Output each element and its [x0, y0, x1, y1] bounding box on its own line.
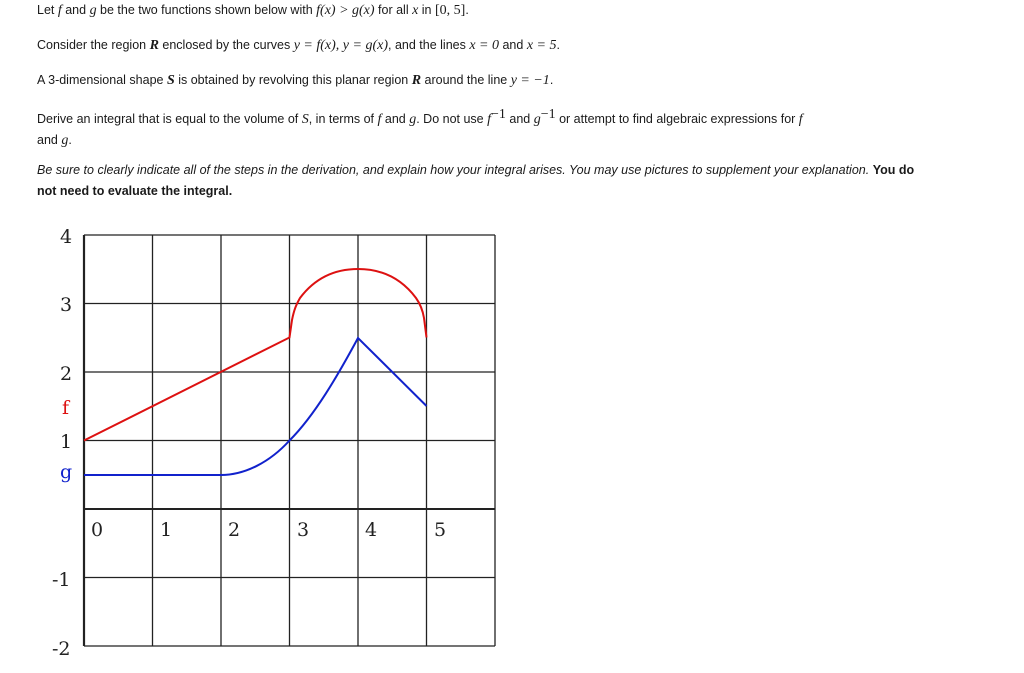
math-x5: x = 5: [526, 38, 557, 53]
x-tick-0: 0: [91, 519, 104, 541]
y-tick-3: 3: [60, 294, 73, 316]
legend-f: f: [62, 397, 70, 419]
x-tick-4: 4: [365, 519, 378, 541]
text: and: [61, 3, 90, 17]
math-f: f: [377, 112, 382, 128]
math-curves: y = f(x), y = g(x): [293, 38, 389, 53]
text: .: [68, 133, 72, 148]
x-tick-2: 2: [228, 519, 241, 541]
math-g: g: [61, 133, 69, 149]
text: be the two functions shown below with: [96, 3, 317, 17]
math-axis: y = −1: [510, 73, 550, 88]
text: or attempt to find algebraic expressions for: [555, 112, 799, 127]
math-g: g: [409, 112, 417, 128]
math-f-inverse: f: [487, 112, 491, 128]
text: Consider the region: [37, 38, 150, 52]
math-x0: x = 0: [469, 38, 499, 53]
text: . Do not use: [416, 112, 488, 127]
text: enclosed by the curves: [158, 38, 294, 52]
math-f: f: [798, 112, 803, 128]
text: and: [499, 38, 527, 52]
math-g-inverse: g: [533, 112, 541, 128]
text: and: [381, 112, 410, 127]
function-graph: [0, 215, 520, 673]
x-tick-1: 1: [160, 519, 173, 541]
text: , and the lines: [388, 38, 470, 52]
text: .: [556, 38, 560, 52]
math-f: f: [57, 3, 62, 18]
legend-g: g: [60, 461, 73, 483]
math-S: S: [301, 112, 309, 128]
math-g: g: [89, 3, 97, 18]
text: and: [505, 112, 534, 127]
text: , in terms of: [308, 112, 378, 127]
text: in: [418, 3, 435, 17]
x-axis-labels: [91, 519, 446, 541]
problem-line-3: [37, 70, 553, 91]
problem-line-4: [37, 104, 917, 151]
instructions: [37, 160, 917, 202]
problem-line-1: [37, 0, 469, 21]
text: around the line: [421, 73, 511, 87]
x-tick-5: 5: [434, 519, 447, 541]
math-x: x: [412, 3, 419, 18]
y-tick-4: 4: [60, 226, 73, 248]
instructions-bold: You do not need to evaluate the integral.: [37, 163, 915, 198]
superscript: −1: [540, 107, 556, 122]
curve-g: [84, 338, 427, 475]
y-tick-1: 1: [60, 431, 73, 453]
superscript: −1: [490, 107, 506, 122]
math-R: R: [149, 38, 159, 53]
problem-line-2: [37, 35, 560, 56]
math-S: S: [166, 73, 175, 88]
y-tick-2: 2: [60, 363, 73, 385]
math-inequality: f(x) > g(x): [316, 3, 375, 18]
text: Derive an integral that is equal to the volume of: [37, 112, 302, 127]
text: .: [549, 73, 554, 87]
y-axis-labels: [52, 226, 72, 660]
instructions-italic: Be sure to clearly indicate all of the steps in the derivation, and explain how your integral arises. You may use pictures to supplement your explanation.: [37, 163, 870, 177]
text: A 3-dimensional shape: [37, 73, 167, 87]
text: .: [465, 3, 469, 17]
text: is obtained by revolving this planar region: [174, 73, 412, 87]
text: and: [37, 133, 62, 148]
y-tick-neg1: -1: [52, 569, 71, 591]
x-tick-3: 3: [297, 519, 310, 541]
math-R: R: [411, 73, 422, 88]
y-tick-neg2: -2: [52, 638, 71, 660]
text: Let: [37, 3, 58, 17]
text: for all: [374, 3, 413, 17]
math-interval: [0, 5]: [434, 3, 466, 18]
